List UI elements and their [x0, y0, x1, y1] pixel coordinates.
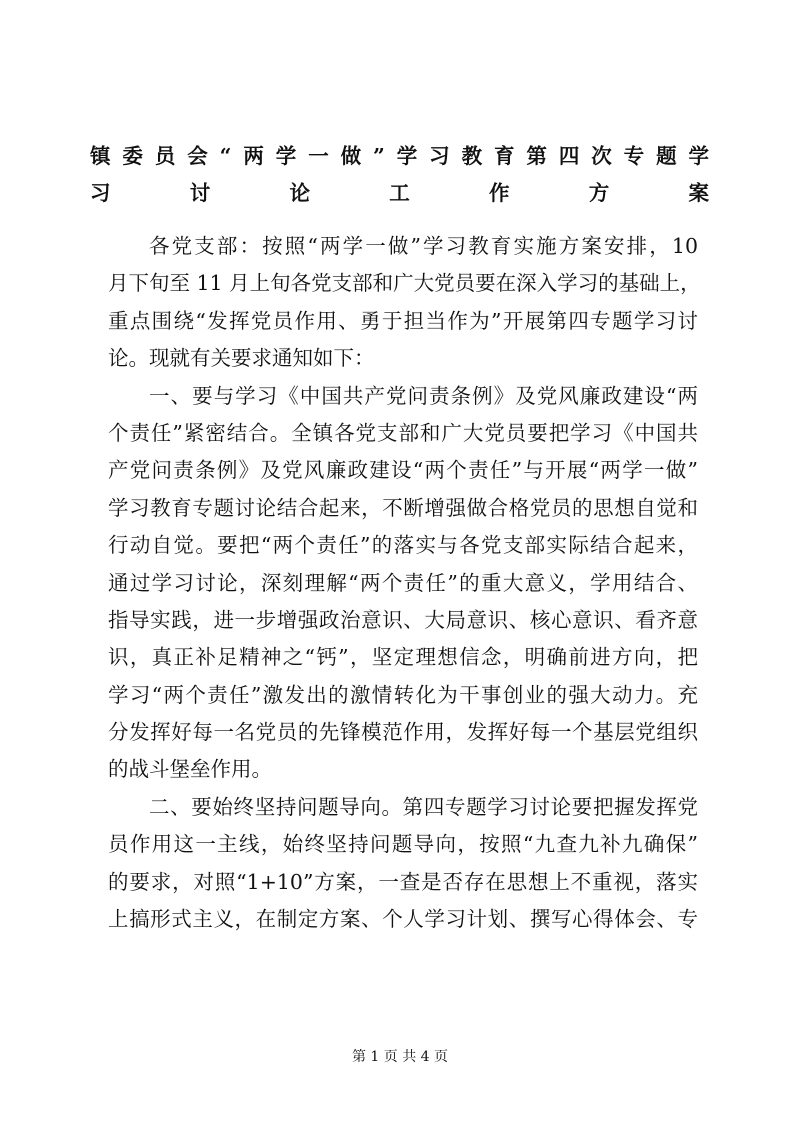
text-line: 月下旬至 11 月上旬各党支部和广大党员要在深入学习的基础上， [108, 271, 701, 296]
text-line: 的要求，对照“1+10”方案，一查是否存在思想上不重视，落实 [108, 869, 698, 894]
text-line: 二、要始终坚持问题导向。第四专题学习讨论要把握发挥党 [149, 794, 698, 819]
paragraph-section-1 [108, 378, 698, 789]
text-line: 个责任”紧密结合。全镇各党支部和广大党员要把学习《中国共 [108, 420, 698, 445]
text-line: 学习教育专题讨论结合起来，不断增强做合格党员的思想自觉和 [108, 495, 698, 520]
text-line: 的战斗堡垒作用。 [108, 757, 272, 782]
document-title [90, 138, 710, 213]
text-line: 行动自觉。要把“两个责任”的落实与各党支部实际结合起来， [108, 533, 698, 558]
text-line: 员作用这一主线，始终坚持问题导向，按照“九查九补九确保” [108, 832, 698, 857]
page-footer: 第 1 页 共 4 页 [351, 1049, 449, 1065]
text-line: 一、要与学习《中国共产党问责条例》及党风廉政建设“两 [149, 383, 698, 408]
text-line: 学习“两个责任”激发出的激情转化为干事创业的强大动力。充 [108, 682, 698, 707]
text-line: 识，真正补足精神之“钙”，坚定理想信念，明确前进方向，把 [108, 645, 698, 670]
title-line: 习讨论工作方案 [90, 181, 710, 206]
document-body [108, 228, 701, 938]
paragraph-intro [108, 228, 701, 378]
text-line: 各党支部：按照“两学一做”学习教育实施方案安排，10 [149, 234, 698, 258]
paragraph-section-2 [108, 789, 698, 939]
text-line: 指导实践，进一步增强政治意识、大局意识、核心意识、看齐意 [108, 607, 698, 632]
text-line: 分发挥好每一名党员的先锋模范作用，发挥好每一个基层党组织 [108, 720, 698, 745]
text-line: 产党问责条例》及党风廉政建设“两个责任”与开展“两学一做” [108, 458, 698, 483]
title-line: 镇委员会“两学一做”学习教育第四次专题学 [90, 144, 710, 168]
text-line: 论。现就有关要求通知如下： [108, 346, 375, 371]
text-line: 重点围绕“发挥党员作用、勇于担当作为”开展第四专题学习讨 [108, 308, 698, 333]
text-line: 通过学习讨论，深刻理解“两个责任”的重大意义，学用结合、 [108, 570, 698, 595]
text-line: 上搞形式主义，在制定方案、个人学习计划、撰写心得体会、专 [108, 907, 698, 932]
